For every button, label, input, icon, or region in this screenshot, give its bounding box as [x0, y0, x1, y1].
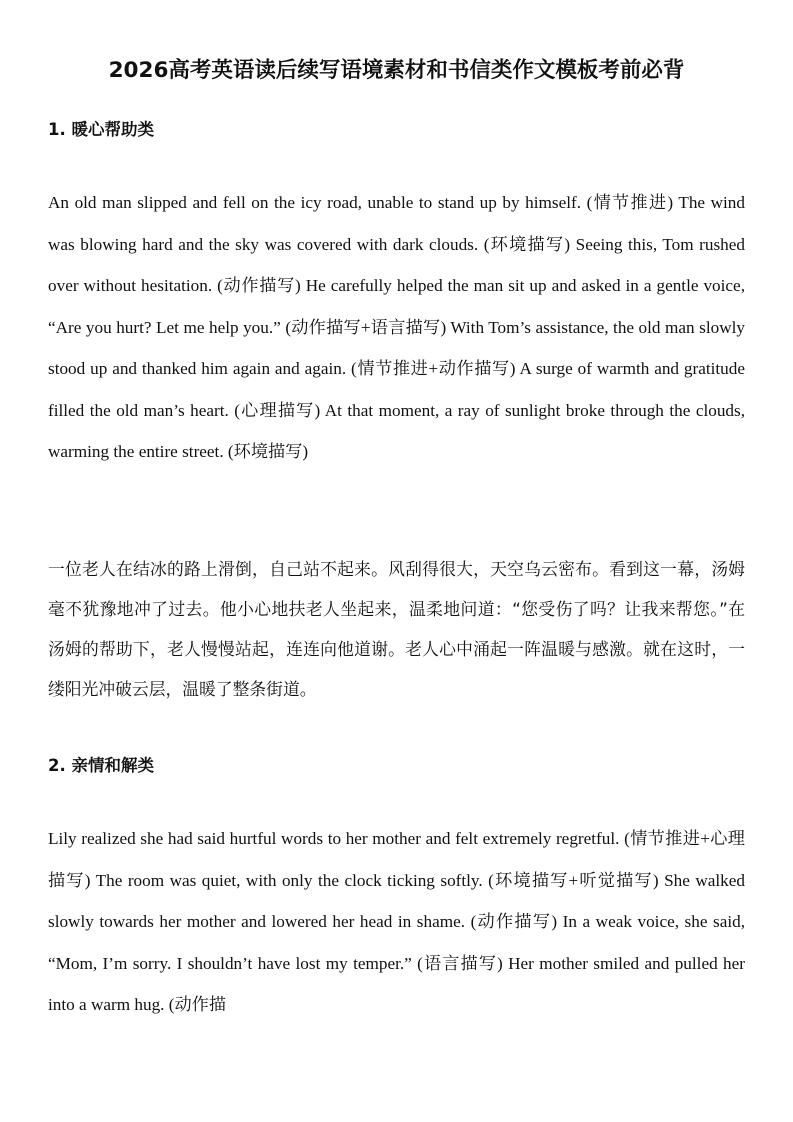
section-heading-warm-help: 1. 暖心帮助类	[48, 120, 154, 139]
paragraph-english-family-reconcile: Lily realized she had said hurtful words to her mother and felt extremely regretful. (情节推进+心理描写) The room was quiet, with only the clock ticking softly. (环境描写+听觉描写) She walked slowly towards her mother and lowered her head in shame. (动作描写) In a weak voice, she said, “Mom, I’m sorry. I shouldn’t have lost my temper.” (语言描写) Her mother smiled and pulled her into a warm hug. (动作描	[48, 829, 745, 1014]
document-title: 2026高考英语读后续写语境素材和书信类作文模板考前必背	[108, 58, 685, 83]
section-heading-family-reconcile: 2. 亲情和解类	[48, 756, 154, 775]
paragraph-english-warm-help: An old man slipped and fell on the icy road, unable to stand up by himself. (情节推进) The wind was blowing hard and the sky was covered with dark clouds. (环境描写) Seeing this, Tom rushed over without hesitation. (动作描写) He carefully helped the man sit up and asked in a gentle voice, “Are you hurt? Let me help you.” (动作描写+语言描写) With Tom’s assistance, the old man slowly stood up and thanked him again and again. (情节推进+动作描写) A surge of warmth and gratitude filled the old man’s heart. (心理描写) At that moment, a ray of sunlight broke through the clouds, warming the entire street. (环境描写)	[48, 193, 745, 461]
paragraph-chinese-warm-help: 一位老人在结冰的路上滑倒，自己站不起来。风刮得很大，天空乌云密布。看到这一幕，汤姆毫不犹豫地冲了过去。他小心地扶老人坐起来，温柔地问道：“您受伤了吗？让我来帮您。”在汤姆的帮助下，老人慢慢站起，连连向他道谢。老人心中涌起一阵温暖与感激。就在这时，一缕阳光冲破云层，温暖了整条街道。	[48, 559, 745, 699]
